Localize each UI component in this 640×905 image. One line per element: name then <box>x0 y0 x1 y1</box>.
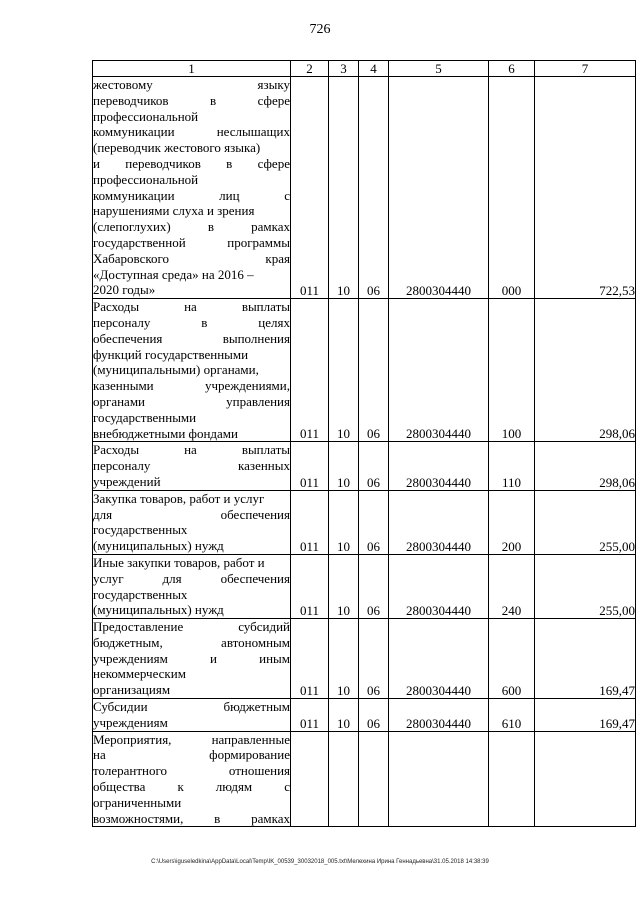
item-name-word: сфере <box>257 155 290 171</box>
item-name-word: (переводчик жестового языка) <box>93 140 261 156</box>
table-row <box>93 731 636 827</box>
item-name-word: Хабаровского <box>93 250 170 266</box>
table-row <box>93 490 636 554</box>
target-article-cell: 2800304440 <box>389 77 489 299</box>
item-name-word: направленные <box>211 731 290 747</box>
item-name-word: целях <box>258 314 290 330</box>
ministry-code-cell: 011 <box>291 699 329 732</box>
item-name-word: обеспечения <box>220 570 290 586</box>
item-name-word: учреждениям <box>93 714 168 730</box>
ministry-code-cell: 011 <box>291 299 329 442</box>
item-name-cell <box>93 490 291 554</box>
section-code-cell: 10 <box>329 699 359 732</box>
budget-table <box>92 60 636 827</box>
item-name-line <box>93 666 290 682</box>
expense-type-cell: 200 <box>489 490 535 554</box>
item-name-word: нарушениями слухa и зрения <box>93 203 255 219</box>
item-name-word: на <box>184 442 197 458</box>
item-name-word: выплаты <box>241 299 290 315</box>
item-name-word: отношения <box>228 763 290 779</box>
item-name-word: общества <box>93 779 146 795</box>
item-name-word: учреждениям <box>93 650 168 666</box>
item-name-line <box>93 587 290 603</box>
item-name-word: на <box>93 747 106 763</box>
subsection-code-cell: 06 <box>359 299 389 442</box>
subsection-code-cell: 06 <box>359 699 389 732</box>
item-name-word: коммуникации <box>93 187 175 203</box>
column-header: 4 <box>359 61 389 77</box>
expense-type-cell: 240 <box>489 554 535 618</box>
item-name-line <box>93 203 290 219</box>
item-name-word: в <box>207 219 214 235</box>
item-name-line <box>93 507 290 523</box>
item-name-word: государственной <box>93 234 186 250</box>
target-article-cell: 2800304440 <box>389 554 489 618</box>
item-name-word: с <box>284 779 290 795</box>
amount-cell: 298,06 <box>535 299 636 442</box>
item-name-word: некоммерческим <box>93 666 186 682</box>
item-name-line <box>93 77 290 93</box>
amount-cell: 255,00 <box>535 554 636 618</box>
item-name-word: обеспечения <box>220 506 290 522</box>
section-code-cell: 10 <box>329 619 359 699</box>
item-name-line <box>93 651 290 667</box>
page-number: 726 <box>309 22 331 37</box>
item-name-line <box>93 394 290 410</box>
column-header: 3 <box>329 61 359 77</box>
item-name-word: персоналу <box>93 314 151 330</box>
expense-type-cell: 110 <box>489 442 535 490</box>
item-name-line <box>93 682 290 698</box>
item-name-word: организациям <box>93 682 171 698</box>
item-name-word: (муниципальных) нужд <box>93 602 224 618</box>
item-name-word: с <box>284 187 290 203</box>
item-name-word: выполнения <box>222 330 290 346</box>
ministry-code-cell <box>291 731 329 827</box>
section-code-cell: 10 <box>329 77 359 299</box>
item-name-word: и <box>93 155 100 171</box>
item-name-line <box>93 410 290 426</box>
item-name-line <box>93 555 290 571</box>
target-article-cell <box>389 731 489 827</box>
target-article-cell: 2800304440 <box>389 699 489 732</box>
item-name-word: автономным <box>221 634 290 650</box>
item-name-line <box>93 602 290 618</box>
item-name-word: бюджетным <box>223 699 290 715</box>
item-name-word: «Доступная среда» на 2016 – <box>93 266 254 282</box>
item-name-word: Расходы <box>93 442 140 458</box>
item-name-word: функций государственными <box>93 346 249 362</box>
item-name-line <box>93 251 290 267</box>
subsection-code-cell: 06 <box>359 554 389 618</box>
item-name-line <box>93 140 290 156</box>
section-code-cell: 10 <box>329 554 359 618</box>
item-name-word: лиц <box>219 187 240 203</box>
item-name-line <box>93 109 290 125</box>
expense-type-cell: 600 <box>489 619 535 699</box>
section-code-cell: 10 <box>329 442 359 490</box>
item-name-line <box>93 763 290 779</box>
item-name-word: (муниципальными) органами, <box>93 362 259 378</box>
item-name-word: для <box>162 570 182 586</box>
item-name-word: Субсидии <box>93 699 148 715</box>
item-name-line <box>93 347 290 363</box>
ministry-code-cell: 011 <box>291 554 329 618</box>
item-name-word: управления <box>226 393 290 409</box>
item-name-word: выплаты <box>241 442 290 458</box>
amount-cell: 722,53 <box>535 77 636 299</box>
item-name-word: края <box>265 250 290 266</box>
item-name-line <box>93 522 290 538</box>
item-name-line <box>93 538 290 554</box>
item-name-word: Закупка товаров, работ и услуг <box>93 490 265 506</box>
item-name-line <box>93 378 290 394</box>
amount-cell: 169,47 <box>535 699 636 732</box>
ministry-code-cell: 011 <box>291 442 329 490</box>
item-name-word: персоналу <box>93 458 151 474</box>
item-name-line <box>93 747 290 763</box>
amount-cell: 169,47 <box>535 619 636 699</box>
item-name-line <box>93 219 290 235</box>
item-name-word: в <box>210 92 217 108</box>
item-name-line <box>93 458 290 474</box>
item-name-line <box>93 779 290 795</box>
item-name-word: людям <box>215 779 253 795</box>
item-name-line <box>93 811 290 827</box>
item-name-cell <box>93 77 291 299</box>
item-name-word: субсидий <box>238 619 290 635</box>
item-name-word: формирование <box>209 747 290 763</box>
item-name-cell <box>93 731 291 827</box>
target-article-cell: 2800304440 <box>389 442 489 490</box>
amount-cell: 298,06 <box>535 442 636 490</box>
item-name-word: Иные закупки товаров, работ и <box>93 554 265 570</box>
item-name-word: на <box>184 299 197 315</box>
item-name-word: переводчиков <box>93 92 169 108</box>
item-name-word: переводчиков <box>125 155 201 171</box>
ministry-code-cell: 011 <box>291 490 329 554</box>
item-name-word: внебюджетными фондами <box>93 425 238 441</box>
item-name-cell <box>93 442 291 490</box>
item-name-word: иным <box>259 650 290 666</box>
item-name-word: ограниченными <box>93 794 182 810</box>
item-name-word: программы <box>227 234 290 250</box>
subsection-code-cell: 06 <box>359 490 389 554</box>
item-name-line <box>93 188 290 204</box>
item-name-word: жестовому <box>93 77 153 92</box>
item-name-word: языку <box>257 77 290 92</box>
item-name-line <box>93 299 290 315</box>
item-name-word: коммуникации <box>93 124 175 140</box>
item-name-word: Мероприятия, <box>93 731 172 747</box>
table-row <box>93 299 636 442</box>
item-name-line <box>93 426 290 442</box>
item-name-word: профессиональной <box>93 171 199 187</box>
expense-type-cell: 000 <box>489 77 535 299</box>
item-name-line <box>93 442 290 458</box>
ministry-code-cell: 011 <box>291 77 329 299</box>
item-name-word: бюджетным, <box>93 634 163 650</box>
section-code-cell: 10 <box>329 299 359 442</box>
item-name-word: Предоставление <box>93 619 184 635</box>
item-name-line <box>93 124 290 140</box>
table-row <box>93 442 636 490</box>
item-name-word: возможностями, <box>93 810 184 826</box>
item-name-line <box>93 331 290 347</box>
item-name-word: в <box>214 810 221 826</box>
item-name-word: (муниципальных) нужд <box>93 538 224 554</box>
target-article-cell: 2800304440 <box>389 619 489 699</box>
item-name-word: сфере <box>257 92 290 108</box>
item-name-cell <box>93 619 291 699</box>
item-name-word: толерантного <box>93 763 167 779</box>
table-row <box>93 77 636 299</box>
column-header: 7 <box>535 61 636 77</box>
item-name-line <box>93 491 290 507</box>
item-name-word: (слепоглухих) <box>93 219 171 235</box>
expense-type-cell <box>489 731 535 827</box>
item-name-cell <box>93 699 291 732</box>
item-name-word: государственными <box>93 409 197 425</box>
item-name-word: учреждений <box>93 473 161 489</box>
item-name-word: рамках <box>251 219 290 235</box>
section-code-cell <box>329 731 359 827</box>
item-name-word: в <box>226 155 233 171</box>
expense-type-cell: 610 <box>489 699 535 732</box>
amount-cell <box>535 731 636 827</box>
item-name-word: казенных <box>238 458 290 474</box>
item-name-word: учреждениями, <box>204 378 290 394</box>
file-path-footer: C:\Users\iguseledkina\AppData\Local\Temp\IK_00539_30032018_005.txt\Мелехина Ирина Геннадьевна\31.05.2018 14:38:39 <box>151 859 489 865</box>
column-header: 2 <box>291 61 329 77</box>
section-code-cell: 10 <box>329 490 359 554</box>
item-name-word: профессиональной <box>93 108 199 124</box>
item-name-word: услуг <box>93 570 124 586</box>
item-name-line <box>93 715 290 731</box>
item-name-line <box>93 571 290 587</box>
table-row <box>93 619 636 699</box>
item-name-line <box>93 699 290 715</box>
item-name-word: государственных <box>93 586 188 602</box>
item-name-line <box>93 282 290 298</box>
item-name-line <box>93 732 290 748</box>
item-name-word: 2020 годы» <box>93 282 156 298</box>
item-name-word: рамках <box>251 810 290 826</box>
target-article-cell: 2800304440 <box>389 299 489 442</box>
item-name-line <box>93 235 290 251</box>
item-name-cell <box>93 299 291 442</box>
item-name-word: органами <box>93 393 146 409</box>
item-name-line <box>93 795 290 811</box>
ministry-code-cell: 011 <box>291 619 329 699</box>
subsection-code-cell: 06 <box>359 77 389 299</box>
column-header: 5 <box>389 61 489 77</box>
item-name-cell <box>93 554 291 618</box>
column-header: 1 <box>93 61 291 77</box>
item-name-line <box>93 635 290 651</box>
item-name-line <box>93 315 290 331</box>
amount-cell: 255,00 <box>535 490 636 554</box>
table-row <box>93 554 636 618</box>
item-name-line <box>93 172 290 188</box>
item-name-line <box>93 619 290 635</box>
item-name-word: и <box>209 650 217 666</box>
subsection-code-cell <box>359 731 389 827</box>
item-name-word: в <box>201 314 208 330</box>
expense-type-cell: 100 <box>489 299 535 442</box>
item-name-word: неслышащих <box>216 124 290 140</box>
subsection-code-cell: 06 <box>359 442 389 490</box>
item-name-line <box>93 156 290 172</box>
table-row <box>93 699 636 732</box>
item-name-word: государственных <box>93 522 188 538</box>
item-name-word: к <box>177 779 184 795</box>
target-article-cell: 2800304440 <box>389 490 489 554</box>
item-name-line <box>93 362 290 378</box>
subsection-code-cell: 06 <box>359 619 389 699</box>
item-name-word: Расходы <box>93 299 140 315</box>
item-name-word: обеспечения <box>93 330 163 346</box>
item-name-word: казенными <box>93 378 154 394</box>
column-header-row <box>93 61 636 77</box>
column-header: 6 <box>489 61 535 77</box>
item-name-line <box>93 267 290 283</box>
item-name-line <box>93 93 290 109</box>
item-name-line <box>93 474 290 490</box>
item-name-word: для <box>93 506 113 522</box>
